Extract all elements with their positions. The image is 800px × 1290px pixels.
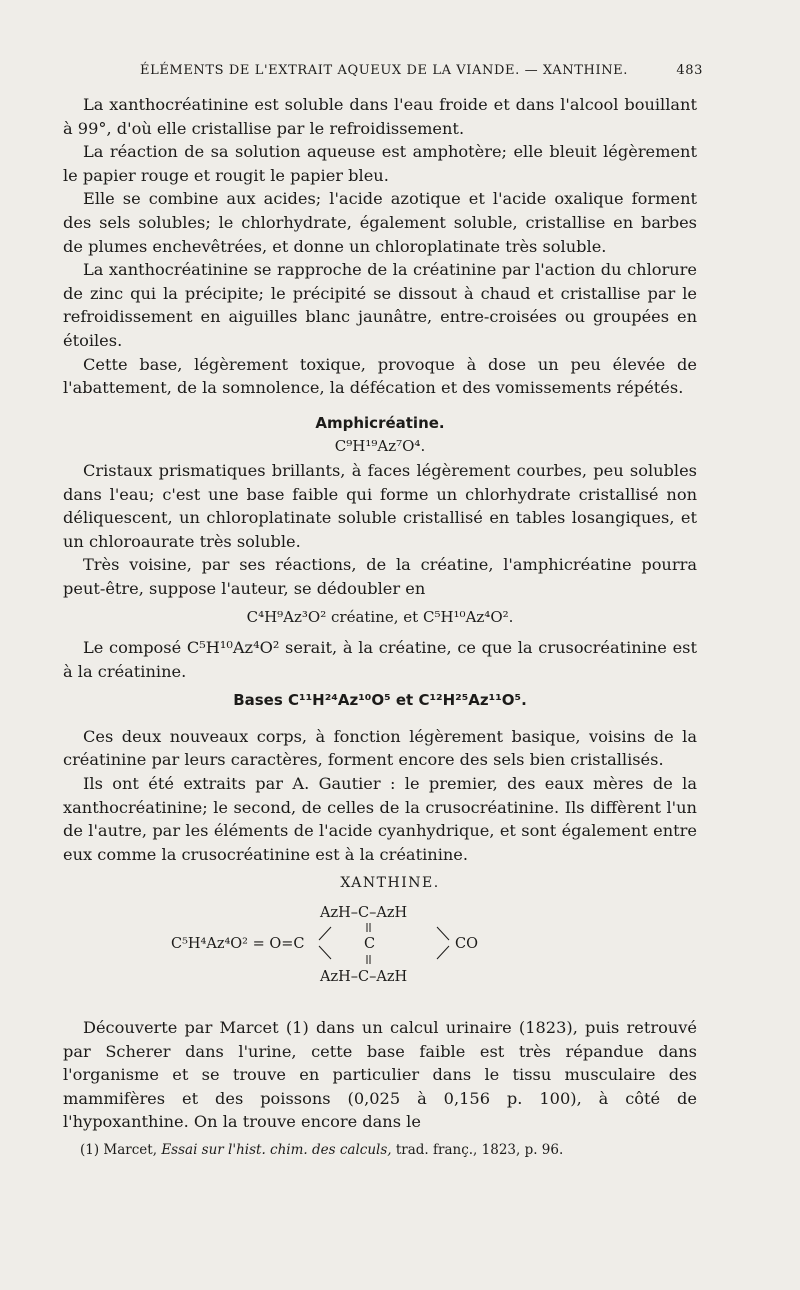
paragraph: La xanthocréatinine se rapproche de la créatinine par l'action du chlorure de zinc qui la précipite; le précipité se dissout à chaud et cristallise par le refroidissement en aiguilles blanc jaunâtre, entre-croisées ou groupées en étoiles. xyxy=(63,260,697,350)
structure-bottom-row: AzH–C–AzH xyxy=(320,969,408,985)
running-title: ÉLÉMENTS DE L'EXTRAIT AQUEUX DE LA VIANDE. — XANTHINE. xyxy=(140,63,629,78)
footnote xyxy=(80,1142,700,1158)
paragraph: Cette base, légèrement toxique, provoque à dose un peu élevée de l'abattement, de la somnolence, la défécation et des vomissements répétés. xyxy=(63,354,697,398)
paragraph: Ils ont été extraits par A. Gautier : le premier, des eaux mères de la xanthocréatinine; le second, de celles de la crusocréatinine. Ils diffèrent l'un de l'autre, par les éléments de l'acide cyanhydrique, et sont également entre eux comme la crusocréatinine est à la créatinine. xyxy=(63,774,697,864)
formula: C⁹H¹⁹Az⁷O⁴. xyxy=(334,437,426,456)
structure-top-row: AzH–C–AzH xyxy=(320,905,408,921)
footnote-rest: trad. franç., 1823, p. 96. xyxy=(395,1142,564,1158)
paragraph: Elle se combine aux acides; l'acide azotique et l'acide oxalique forment des sels solubles; le chlorhydrate, également soluble, cristallise en barbes de plumes enchevêtrées, et donne un chloroplatinate très soluble. xyxy=(63,189,697,256)
structure-middle-carbon: C xyxy=(364,936,376,952)
page-body xyxy=(63,93,697,1134)
xanthine-structure xyxy=(63,896,697,1016)
section-heading: XANTHINE. xyxy=(340,875,440,892)
section-heading: Amphicréatine. xyxy=(315,413,445,432)
structure-right-group: CO xyxy=(455,936,478,952)
paragraph: Cristaux prismatiques brillants, à faces légèrement courbes, peu solubles dans l'eau; c'est une base faible qui forme un chlorhydrate cristallisé non déliquescent, un chloroplatinate soluble cristallisé en tables losangiques, et un chloroaurate très soluble. xyxy=(63,460,697,551)
structure-formula: C⁵H⁴Az⁴O² = O=C xyxy=(171,936,305,952)
paragraph: La xanthocréatinine est soluble dans l'eau froide et dans l'alcool bouillant à 99°, d'où elle cristallise par le refroidissement. xyxy=(63,95,697,138)
formula: C⁴H⁹Az³O² créatine, et C⁵H¹⁰Az⁴O². xyxy=(246,608,514,627)
paragraph: La réaction de sa solution aqueuse est amphotère; elle bleuit légèrement le papier rouge et rougit le papier bleu. xyxy=(63,142,697,185)
structure-bonds xyxy=(63,896,697,1016)
paragraph: Ces deux nouveaux corps, à fonction légèrement basique, voisins de la créatinine par leurs caractères, forment encore des sels bien cristallisés. xyxy=(63,726,697,770)
footnote-title: Essai sur l'hist. chim. des calculs, xyxy=(161,1142,392,1158)
paragraph: Découverte par Marcet (1) dans un calcul urinaire (1823), puis retrouvé par Scherer dans l'urine, cette base faible est très répandue dans l'organisme et se trouve en particulier dans le tissu musculaire des mammifères et des poissons (0,025 à 0,156 p. 100), à côté de l'hypoxanthine. On la trouve encore dans le xyxy=(63,1018,697,1132)
paragraph: Très voisine, par ses réactions, de la créatine, l'amphicréatine pourra peut-être, suppose l'auteur, se dédoubler en xyxy=(63,555,697,598)
footnote-marker: (1) xyxy=(80,1142,100,1158)
footnote-author: Marcet, xyxy=(103,1142,158,1158)
section-heading: Bases C¹¹H²⁴Az¹⁰O⁵ et C¹²H²⁵Az¹¹O⁵. xyxy=(233,691,527,710)
page-number: 483 xyxy=(676,63,703,78)
running-header xyxy=(140,63,703,78)
paragraph: Le composé C⁵H¹⁰Az⁴O² serait, à la créatine, ce que la crusocréatinine est à la créatinine. xyxy=(63,638,697,681)
